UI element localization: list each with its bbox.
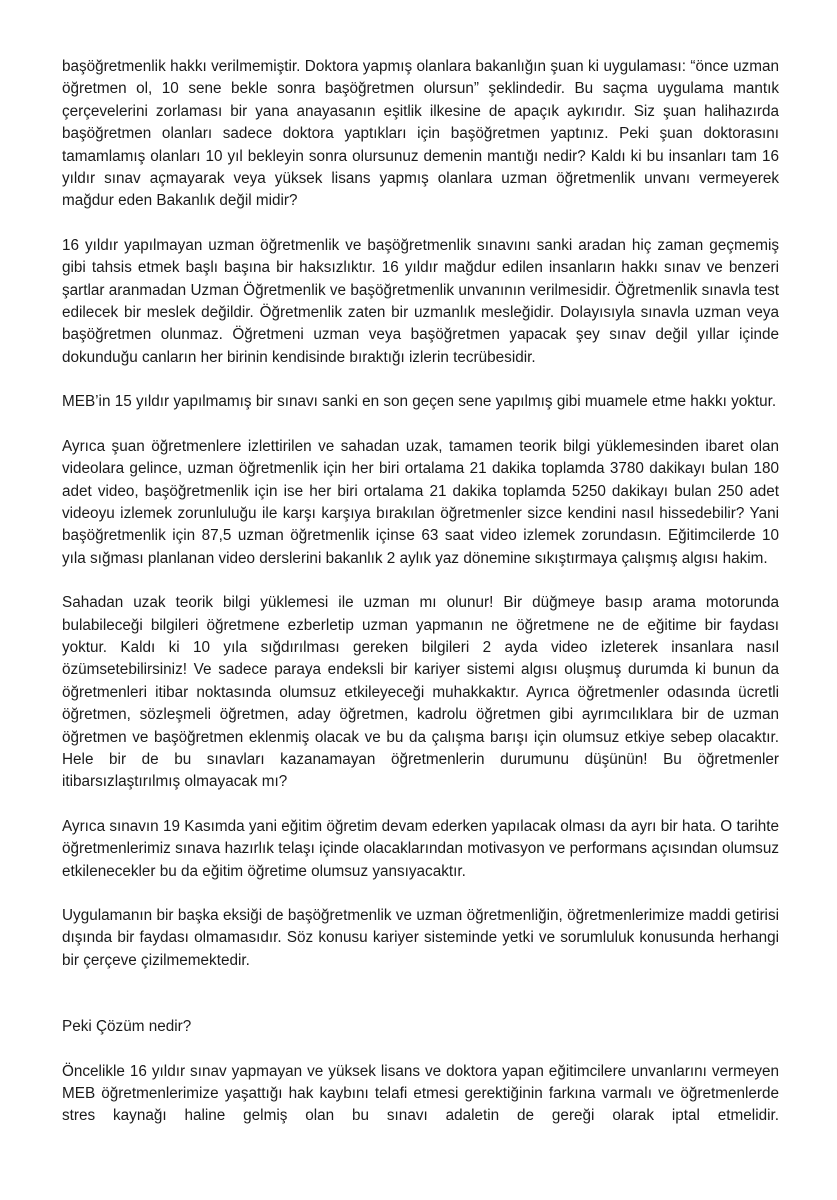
paragraph-solution: Öncelikle 16 yıldır sınav yapmayan ve yüksek lisans ve doktora yapan eğitimcilere unvanlarını vermeyen MEB öğretmenlerimize yaşattığı hak kaybını telafi etmesi gerektiğinin farkına varmalı ve öğretmenlerde stres kaynağı haline gelmiş olan bu sınavı adaletin de gereği olarak iptal etmelidir. [62,1062,779,1125]
paragraph-meb-exam: MEB’in 15 yıldır yapılmamış bir sınavı sanki en son geçen sene yapılmış gibi muamele etme hakkı yoktur. [62,393,777,411]
solution-heading: Peki Çözüm nedir? [62,1018,192,1036]
paragraph-career-system: Uygulamanın bir başka eksiği de başöğretmenlik ve uzman öğretmenliğin, öğretmenlerimize maddi getirisi dışında bir faydası olmamasıdır. Söz konusu kariyer sisteminde yetki ve sorumluluk konusunda herhangi bir çerçeve çizilmemektedir. [62,907,779,969]
document-page [62,56,779,1128]
paragraph-theory-criticism: Sahadan uzak teorik bilgi yüklemesi ile uzman mı olunur! Bir düğmeye basıp arama motorunda bulabileceği bilgileri öğretmene ezberletip uzman yapmanın ne öğretmene ne de eğitime bir faydası yoktur. Kaldı ki 10 yıla sığdırılması gereken bilgileri 2 ayda video izleterek insanlara nasıl özümsetebilirsiniz! Ve sadece paraya endeksli bir kariyer sistemi algısı oluşmuş durumda ki bunun da öğretmenleri itibar noktasında olumsuz etkileyeceği muhakkaktır. Ayrıca öğretmenler odasında ücretli öğretmen, sözleşmeli öğretmen, aday öğretmen, kadrolu öğretmen gibi ayrımcılıklara bir de uzman öğretmen ve başöğretmen eklenmiş olacak ve bu da çalışma barışı için olumsuz etkiye sebep olacaktır. Hele bir de bu sınavları kazanamayan öğretmenlerin durumunu düşünün! Bu öğretmenler itibarsızlaştırılmış olmayacak mı? [62,594,779,791]
paragraph-exam-date: Ayrıca sınavın 19 Kasımda yani eğitim öğretim devam ederken yapılacak olması da ayrı bir hata. O tarihte öğretmenlerimiz sınava hazırlık telaşı içinde olacaklarından motivasyon ve performans açısından olumsuz etkilenecekler bu da eğitim öğretime olumsuz yansıyacaktır. [62,817,779,880]
paragraph-exam-injustice: 16 yıldır yapılmayan uzman öğretmenlik ve başöğretmenlik sınavını sanki aradan hiç zaman geçmemiş gibi tahsis etmek başlı başına bir haksızlıktır. 16 yıldır mağdur edilen insanların hakkı sınav ve benzeri şartlar aranmadan Uzman Öğretmenlik ve başöğretmenlik unvanının verilmesidir. Öğretmenlik sınavla test edilecek bir meslek değildir. Öğretmenlik zaten bir uzmanlık mesleğidir. Dolayısıyla sınavla uzman veya başöğretmen olunmaz. Öğretmeni uzman veya başöğretmen yapacak şey sınav değil yıllar içinde dokunduğu canların her birinin kendisinde bıraktığı izlerin tecrübesidir. [62,236,779,366]
paragraph-doctorate-policy: başöğretmenlik hakkı verilmemiştir. Doktora yapmış olanlara bakanlığın şuan ki uygulaması: “önce uzman öğretmen ol, 10 sene bekle sonra başöğretmen olursun” şeklindedir. Bu saçma uygulama mantık çerçevelerini zorlaması bir yana anayasanın eşitlik ilkesine de apaçık aykırıdır. Siz şuan halihazırda başöğretmen olanları sadece doktora yaptıkları için başöğretmen yaptınız. Peki şuan doktorasını tamamlamış olanları 10 yıl bekleyin sonra olursunuz demenin mantığı nedir? Kaldı ki bu insanları tam 16 yıldır sınav açmayarak veya yüksek lisans yapmış olanlara uzman öğretmenlik unvanı vermeyerek mağdur eden Bakanlık değil midir? [62,58,779,210]
paragraph-video-load: Ayrıca şuan öğretmenlere izlettirilen ve sahadan uzak, tamamen teorik bilgi yüklemesinden ibaret olan videolara gelince, uzman öğretmenlik için her biri ortalama 21 dakika toplamda 3780 dakikayı bulan 180 adet video, başöğretmenlik için ise her biri ortalama 21 dakika toplamda 5250 dakikayı bulan 250 adet videoyu izlemek zorunluluğu ile karşı karşıya bırakılan öğretmenler sizce kendini nasıl hissedebilir? Yani başöğretmenlik için 87,5 uzman öğretmenlik içinse 63 saat video izlemek zorundasın. Eğitimcilerde 10 yıla sığması planlanan video derslerini bakanlık 2 aylık yaz dönemine sıkıştırmaya çalışmış algısı hakim. [62,437,779,567]
